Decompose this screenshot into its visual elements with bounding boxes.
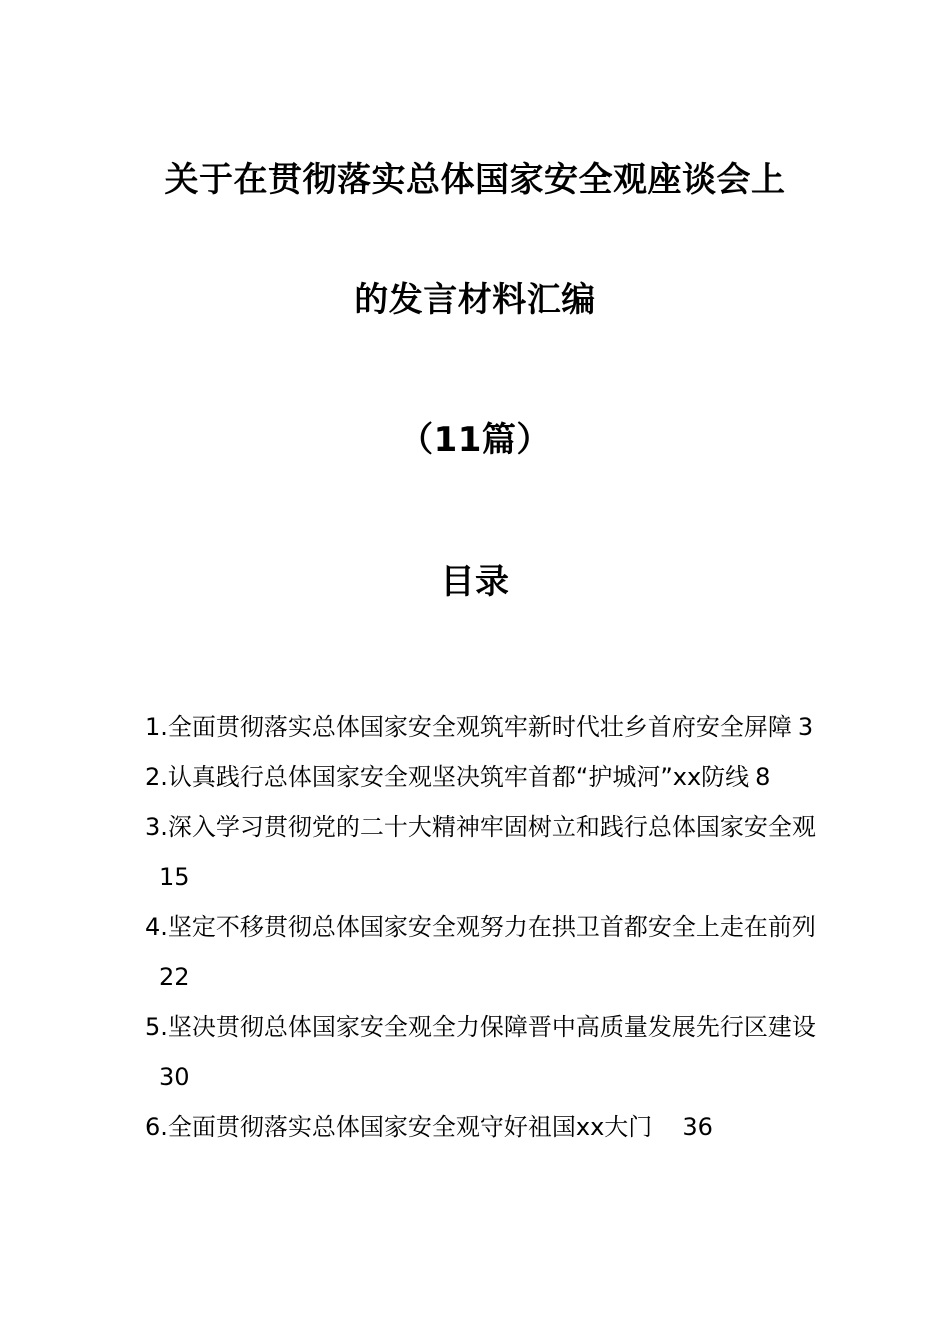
toc-entry-title: 1.全面贯彻落实总体国家安全观筑牢新时代壮乡首府安全屏障 — [145, 713, 792, 741]
toc-entry-4[interactable] — [145, 902, 825, 1002]
toc-entry-page: 22 — [159, 963, 190, 991]
toc-entry-page: 15 — [159, 863, 190, 891]
table-of-contents — [145, 702, 825, 1152]
toc-entry-page: 8 — [755, 763, 771, 791]
toc-entry-5[interactable] — [145, 1002, 825, 1102]
document-title-line-2: 的发言材料汇编 — [354, 280, 596, 320]
toc-entry-title: 3.深入学习贯彻党的二十大精神牢固树立和践行总体国家安全观 — [145, 813, 816, 841]
toc-entry-title: 6.全面贯彻落实总体国家安全观守好祖国xx大门 — [145, 1113, 653, 1141]
toc-entry-title: 2.认真践行总体国家安全观坚决筑牢首都“护城河”xx防线 — [145, 763, 750, 791]
document-title-line-1: 关于在贯彻落实总体国家安全观座谈会上 — [164, 160, 786, 200]
toc-entry-page: 30 — [159, 1063, 190, 1091]
toc-entry-2[interactable] — [145, 752, 825, 802]
toc-entry-3[interactable] — [145, 802, 825, 902]
toc-entry-title: 4.坚定不移贯彻总体国家安全观努力在拱卫首都安全上走在前列 — [145, 913, 816, 941]
article-count-label: （11篇） — [399, 420, 551, 460]
toc-heading: 目录 — [440, 562, 510, 602]
toc-entry-title: 5.坚决贯彻总体国家安全观全力保障晋中高质量发展先行区建设 — [145, 1013, 816, 1041]
toc-entry-1[interactable] — [145, 702, 825, 752]
toc-entry-page: 3 — [797, 713, 814, 741]
toc-entry-page: 36 — [682, 1113, 713, 1141]
toc-entry-6[interactable] — [145, 1102, 825, 1152]
